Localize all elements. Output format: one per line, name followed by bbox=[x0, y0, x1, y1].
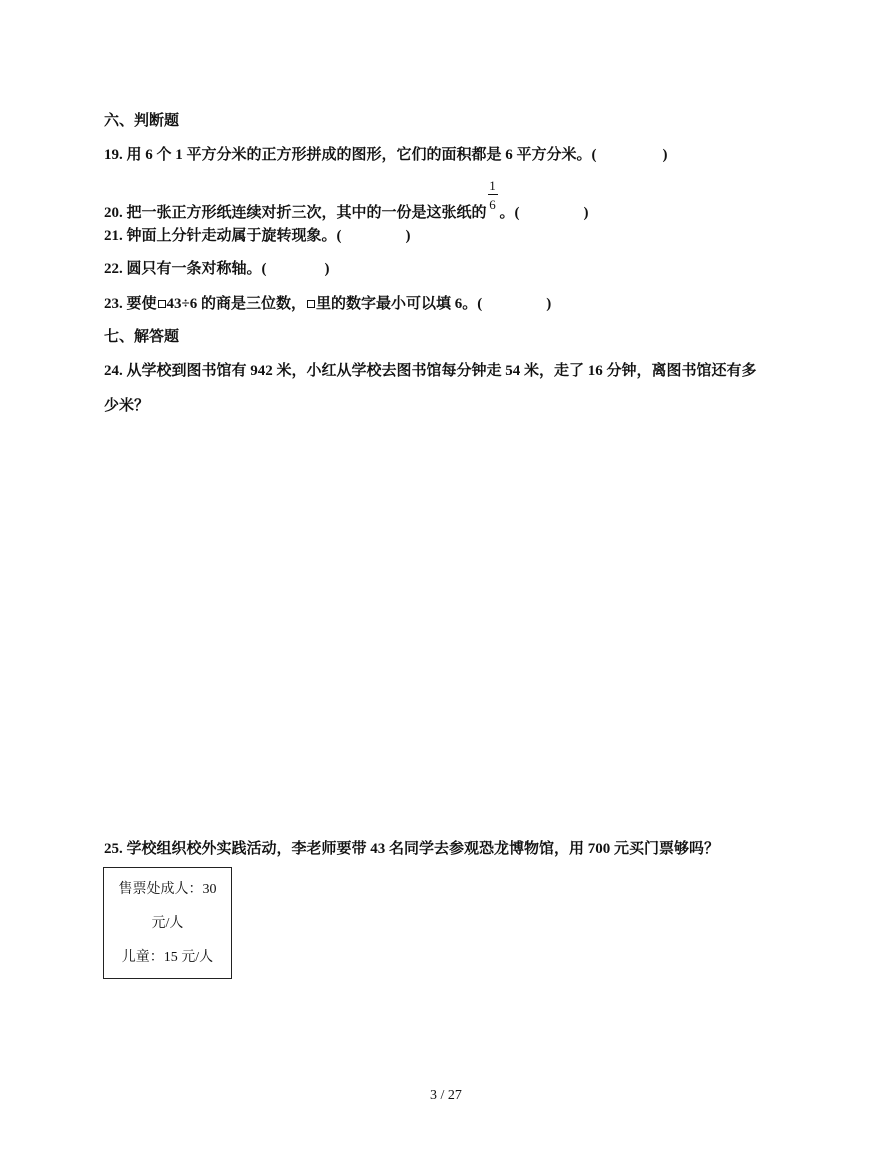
question-20-period: 。 bbox=[499, 205, 515, 221]
blank-box-icon bbox=[158, 300, 166, 308]
question-20 bbox=[104, 178, 589, 222]
ticket-child-price: 儿童：15 元/人 bbox=[121, 950, 214, 965]
question-21-text: 21. 钟面上分针走动属于旋转现象。 bbox=[104, 228, 337, 244]
question-23-paren-close: ) bbox=[546, 296, 552, 312]
ticket-adult-price: 售票处成人：30 bbox=[118, 882, 217, 897]
section-6-heading: 六、判断题 bbox=[104, 113, 180, 129]
page-number: 3 / 27 bbox=[430, 1088, 462, 1103]
blank-box-icon-2 bbox=[307, 300, 315, 308]
question-23-paren-open: ( bbox=[477, 296, 483, 312]
question-22-paren-open: ( bbox=[261, 261, 267, 277]
question-21 bbox=[104, 227, 411, 245]
question-23-text-after: 43÷6 的商是三位数， bbox=[166, 296, 306, 312]
fraction-bar bbox=[488, 194, 498, 195]
question-20-paren-open: ( bbox=[514, 205, 520, 221]
question-23-text-after2: 里的数字最小可以填 6。 bbox=[316, 296, 478, 312]
question-24-line-1: 24. 从学校到图书馆有 942 米，小红从学校去图书馆每分钟走 54 米，走了 16 分钟，离图书馆还有多 bbox=[104, 363, 757, 379]
question-23 bbox=[104, 295, 551, 313]
fraction-denominator: 6 bbox=[489, 197, 496, 212]
section-7-heading: 七、解答题 bbox=[104, 329, 180, 345]
fraction-one-sixth bbox=[488, 178, 498, 217]
question-24-line-2: 少米？ bbox=[104, 398, 150, 414]
question-19 bbox=[104, 146, 668, 164]
question-19-paren-open: ( bbox=[591, 147, 597, 163]
fraction-numerator: 1 bbox=[489, 178, 496, 193]
question-20-text: 20. 把一张正方形纸连续对折三次，其中的一份是这张纸的 bbox=[104, 205, 487, 221]
question-22 bbox=[104, 260, 330, 278]
question-21-paren-close: ) bbox=[405, 228, 411, 244]
question-23-text-before: 23. 要使 bbox=[104, 296, 157, 312]
question-25: 25. 学校组织校外实践活动，李老师要带 43 名同学去参观恐龙博物馆，用 700 元买门票够吗？ bbox=[104, 841, 720, 857]
question-19-text: 19. 用 6 个 1 平方分米的正方形拼成的图形，它们的面积都是 6 平方分米。 bbox=[104, 147, 592, 163]
question-22-paren-close: ) bbox=[324, 261, 330, 277]
ticket-price-box bbox=[103, 867, 232, 979]
question-22-text: 22. 圆只有一条对称轴。 bbox=[104, 261, 262, 277]
ticket-adult-unit: 元/人 bbox=[151, 916, 184, 931]
question-19-paren-close: ) bbox=[662, 147, 668, 163]
question-21-paren-open: ( bbox=[336, 228, 342, 244]
question-20-paren-close: ) bbox=[583, 205, 589, 221]
